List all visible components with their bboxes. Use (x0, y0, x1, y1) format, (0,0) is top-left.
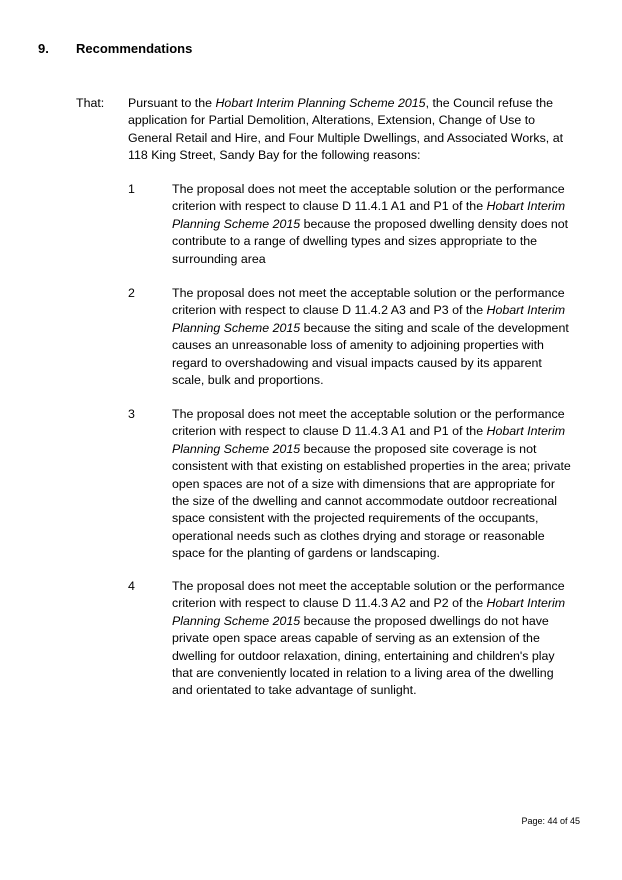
reason-text-post: because the proposed dwelling density does not contribute to a range of dwelling types and sizes appropriate to the surrounding area (172, 216, 569, 266)
page-number: Page: 44 of 45 (521, 816, 580, 826)
intro-text-post: , the Council refuse the application for Partial Demolition, Alterations, Extension, Change of Use to General Retail and Hire, and Four Multiple Dwellings, and Associated Works, at 118 King Street, Sandy Bay for the following reasons: (128, 96, 564, 162)
that-label: That: (76, 96, 105, 110)
reason-scheme-name: Hobart Interim Planning Scheme 2015 (172, 303, 566, 335)
reason-scheme-name: Hobart Interim Planning Scheme 2015 (172, 199, 566, 231)
reason-text-pre: The proposal does not meet the acceptable solution or the performance criterion with respect to clause D 11.4.3 A1 and P1 of the (172, 407, 565, 439)
intro-paragraph (128, 95, 568, 164)
section-title: Recommendations (76, 41, 193, 56)
intro-text-pre: Pursuant to the (128, 96, 216, 110)
reason-text-pre: The proposal does not meet the acceptable solution or the performance criterion with respect to clause D 11.4.2 A3 and P3 of the (172, 286, 565, 318)
reason-item-1 (128, 181, 578, 268)
reason-number: 2 (128, 286, 135, 300)
reason-number: 1 (128, 182, 135, 196)
reason-item-2 (128, 285, 578, 389)
reason-scheme-name: Hobart Interim Planning Scheme 2015 (172, 596, 566, 628)
reason-text-post: because the siting and scale of the development causes an unreasonable loss of amenity to adjoining properties with regard to overshadowing and visual impacts caused by its apparent scale, bulk and proportions. (172, 320, 569, 388)
reason-text-pre: The proposal does not meet the acceptable solution or the performance criterion with respect to clause D 11.4.1 A1 and P1 of the (172, 182, 565, 214)
reason-scheme-name: Hobart Interim Planning Scheme 2015 (172, 424, 566, 456)
reason-text-pre: The proposal does not meet the acceptable solution or the performance criterion with respect to clause D 11.4.3 A2 and P2 of the (172, 579, 565, 611)
reason-number: 4 (128, 579, 135, 593)
reason-text-post: because the proposed dwellings do not have private open space areas capable of serving as an extension of the dwelling for outdoor relaxation, dining, entertaining and children's play that are conveniently located in relation to a living area of the dwelling and orientated to take advantage of sunlight. (172, 613, 555, 698)
reason-item-3 (128, 406, 578, 563)
reason-text (172, 406, 572, 563)
reason-text (172, 181, 572, 268)
intro-scheme-name: Hobart Interim Planning Scheme 2015 (215, 96, 426, 110)
section-number: 9. (38, 41, 49, 56)
reason-number: 3 (128, 407, 135, 421)
reason-text (172, 578, 572, 700)
reason-text (172, 285, 572, 389)
reason-text-post: because the proposed site coverage is not consistent with that existing on established properties in the area; private open spaces are not of a size with dimensions that are appropriate for the size of the dwelling and cannot accommodate outdoor recreational space consistent with the projected requirements of the occupants, operational needs such as clothes drying and storage or reasonable space for the planting of gardens or landscaping. (172, 441, 571, 561)
reason-item-4 (128, 578, 578, 700)
